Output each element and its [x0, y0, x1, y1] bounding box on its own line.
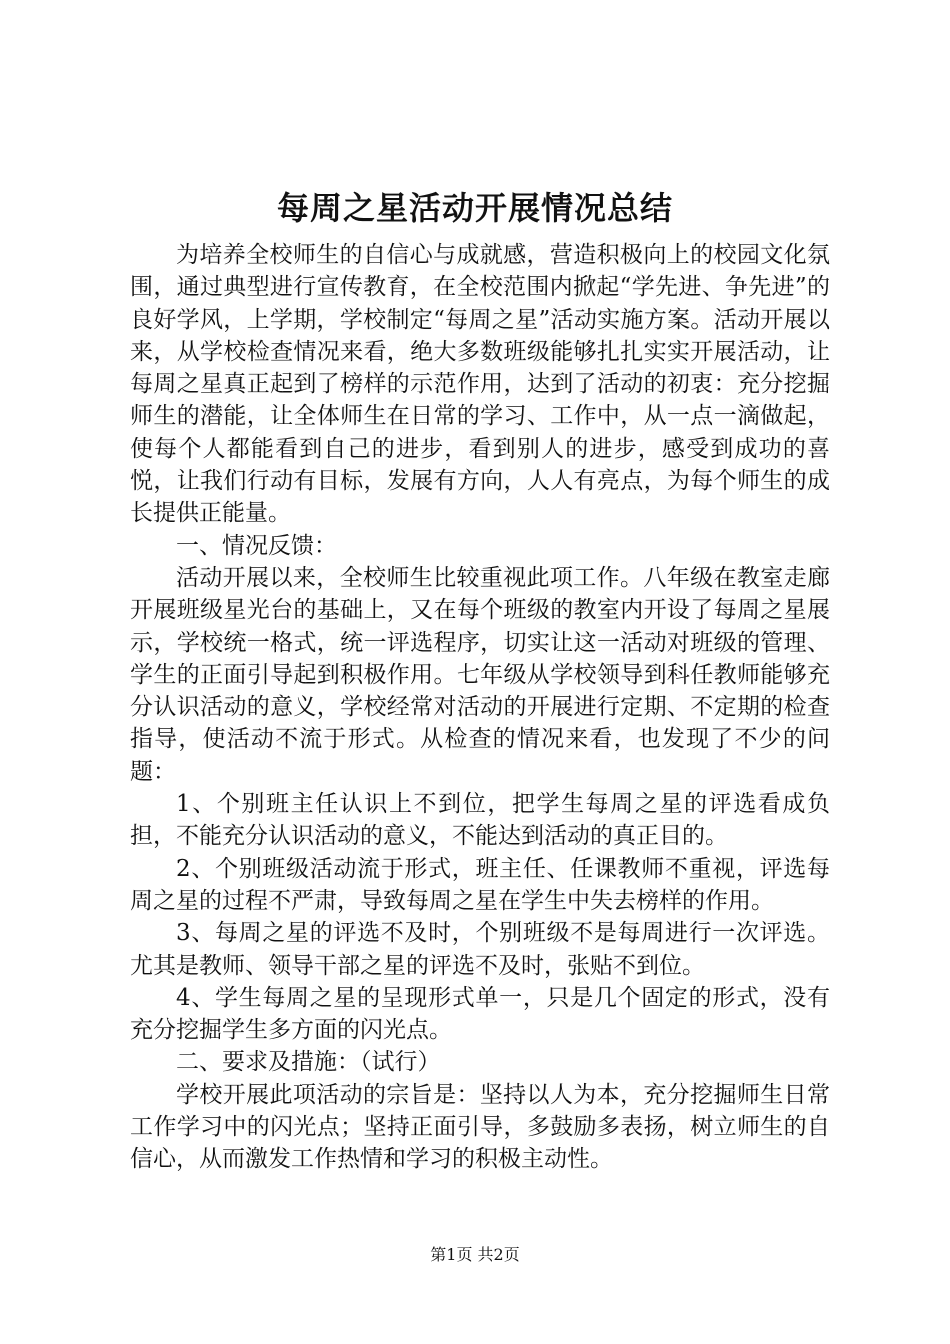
- page-number-footer: 第1页 共2页: [430, 1245, 520, 1264]
- feedback-paragraph: 活动开展以来，全校师生比较重视此项工作。八年级在教室走廊开展班级星光台的基础上，又在每个班级的教室内开设了每周之星展示，学校统一格式，统一评选程序，切实让这一活动对班级的管理、学生的正面引导起到积极作用。七年级从学校领导到科任教师能够充分认识活动的意义，学校经常对活动的开展进行定期、不定期的检查指导，使活动不流于形式。从检查的情况来看，也发现了不少的问题：: [130, 564, 830, 785]
- issue-item-3: 3、每周之星的评选不及时，个别班级不是每周进行一次评选。尤其是教师、领导干部之星的评选不及时，张贴不到位。: [130, 920, 830, 979]
- measures-paragraph: 学校开展此项活动的宗旨是：坚持以人为本，充分挖掘师生日常工作学习中的闪光点；坚持正面引导，多鼓励多表扬，树立师生的自信心，从而激发工作热情和学习的积极主动性。: [130, 1081, 830, 1173]
- issue-item-4: 4、学生每周之星的呈现形式单一，只是几个固定的形式，没有充分挖掘学生多方面的闪光点。: [130, 984, 830, 1044]
- section-heading-measures: 二、要求及措施：（试行）: [176, 1049, 441, 1076]
- document-body: [130, 239, 830, 1176]
- issue-item-1: 1、个别班主任认识上不到位，把学生每周之星的评选看成负担，不能充分认识活动的意义，不能达到活动的真正目的。: [130, 791, 830, 850]
- issue-item-2: 2、个别班级活动流于形式，班主任、任课教师不重视，评选每周之星的过程不严肃，导致每周之星在学生中失去榜样的作用。: [130, 855, 830, 914]
- document-title: 每周之星活动开展情况总结: [276, 189, 673, 227]
- intro-paragraph: 为培养全校师生的自信心与成就感，营造积极向上的校园文化氛围，通过典型进行宣传教育，在全校范围内掀起“学先进、争先进”的良好学风，上学期，学校制定“每周之星”活动实施方案。活动开展以来，从学校检查情况来看，绝大多数班级能够扎扎实实开展活动，让每周之星真正起到了榜样的示范作用，达到了活动的初衷：充分挖掘师生的潜能，让全体师生在日常的学习、工作中，从一点一滴做起，使每个人都能看到自己的进步，看到别人的进步，感受到成功的喜悦，让我们行动有目标，发展有方向，人人有亮点，为每个师生的成长提供正能量。: [130, 242, 830, 527]
- section-heading-feedback: 一、情况反馈：: [176, 532, 337, 559]
